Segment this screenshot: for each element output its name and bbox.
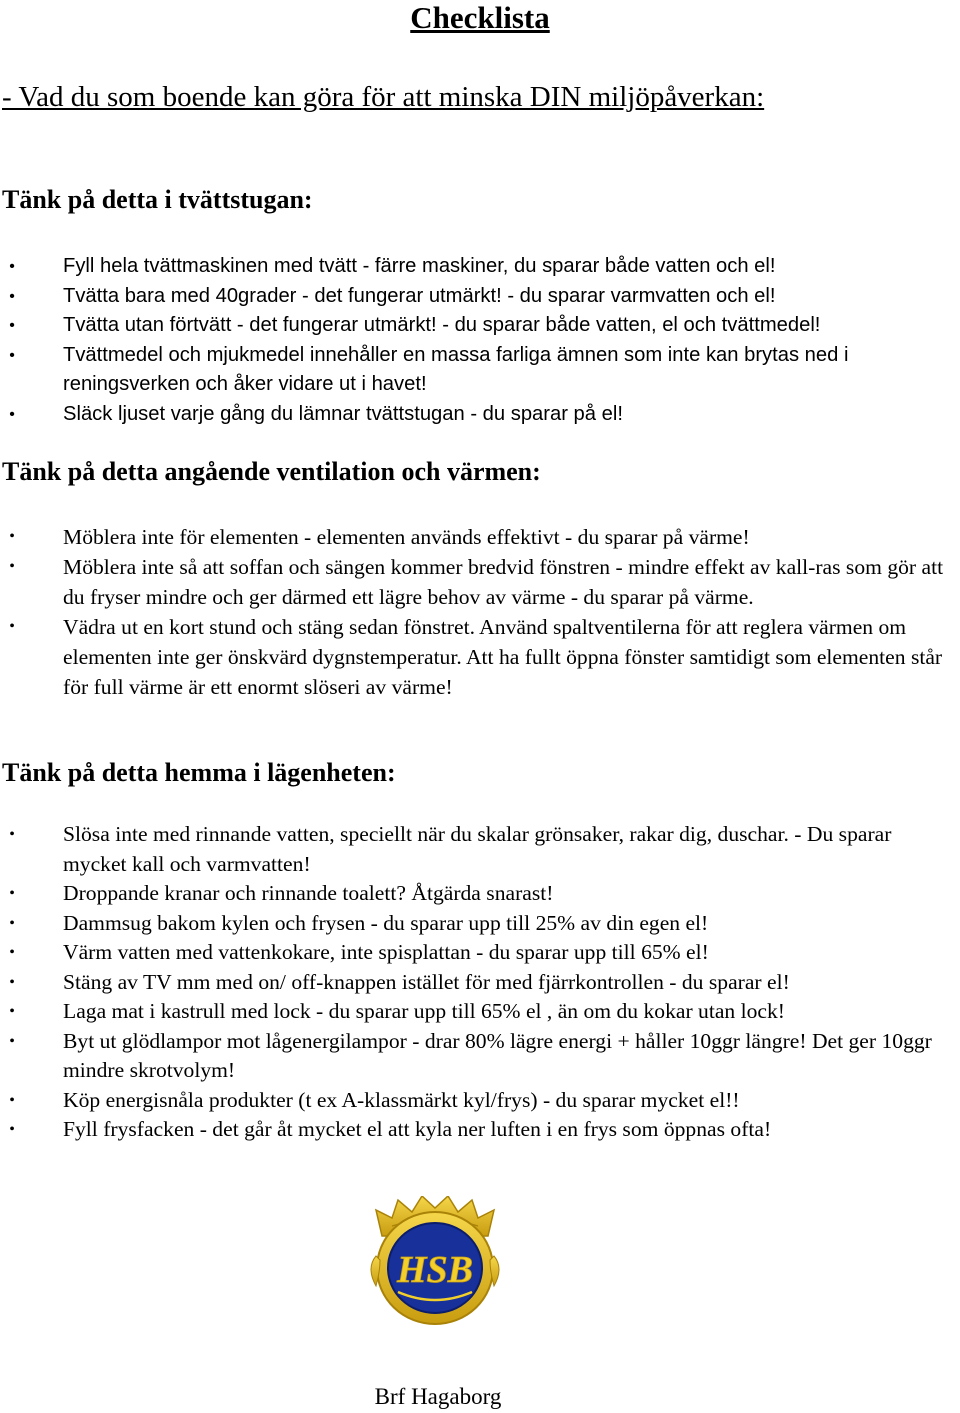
list-item-text: Möblera inte för elementen - elementen används effektivt - du sparar på värme!	[63, 525, 750, 549]
list-item	[0, 522, 960, 552]
hsb-logo-icon	[362, 1196, 508, 1328]
list-item-text: Värm vatten med vattenkokare, inte spisplattan - du sparar upp till 65% el!	[63, 940, 709, 964]
bullet-icon: •	[9, 1121, 15, 1138]
bullet-icon: •	[9, 973, 15, 991]
list-item	[0, 282, 960, 312]
footer-signature: Brf Hagaborg	[374, 1384, 502, 1409]
list-item-text: Tvätta utan förtvätt - det fungerar utmärkt! - du sparar både vatten, el och tvättmedel!	[63, 314, 821, 336]
list-item-text: Fyll hela tvättmaskinen med tvätt - färre maskiner, du sparar både vatten och el!	[63, 255, 776, 277]
list-item-text: Droppande kranar och rinnande toalett? Åtgärda snarast!	[63, 881, 554, 905]
bullet-icon: •	[9, 528, 15, 545]
apartment-checklist	[0, 820, 960, 1145]
bullet-icon: •	[9, 885, 15, 902]
list-item-text: Slösa inte med rinnande vatten, speciellt när du skalar grönsaker, rakar dig, duschar. - Du sparar mycket kall och varmvatten!	[63, 822, 892, 876]
bullet-icon: •	[9, 405, 15, 423]
page-subtitle: - Vad du som boende kan göra för att minska DIN miljöpåverkan:	[2, 81, 765, 113]
list-item-text: Laga mat i kastrull med lock - du sparar upp till 65% el , än om du kokar utan lock!	[63, 999, 785, 1023]
bullet-icon: •	[9, 944, 15, 961]
list-item-text: Fyll frysfacken - det går åt mycket el att kyla ner luften i en frys som öppnas ofta!	[63, 1117, 772, 1141]
list-item	[0, 938, 960, 968]
bullet-icon: •	[9, 287, 15, 305]
list-item-text: Tvätta bara med 40grader - det fungerar utmärkt! - du sparar varmvatten och el!	[63, 284, 776, 307]
ventilation-checklist	[0, 522, 960, 702]
bullet-icon: •	[9, 258, 15, 275]
bullet-icon: •	[9, 914, 15, 932]
bullet-icon: •	[9, 346, 15, 364]
list-item-text: Vädra ut en kort stund och stäng sedan fönstret. Använd spaltventilerna för att reglera värmen om elementen inte ger önskvärd dygnstemperatur. Att ha fullt öppna fönster samtidigt som elementen står för full värme är ett enormt slöseri av värme!	[63, 615, 943, 699]
list-item	[0, 820, 960, 879]
section-heading-apartment: Tänk på detta hemma i lägenheten:	[2, 758, 396, 787]
bullet-icon: •	[9, 826, 15, 843]
list-item	[0, 1115, 960, 1145]
bullet-icon: •	[9, 558, 15, 575]
section-heading-ventilation: Tänk på detta angående ventilation och värmen:	[2, 457, 541, 486]
list-item	[0, 552, 960, 612]
list-item	[0, 252, 960, 282]
list-item	[0, 400, 960, 430]
page-title: Checklista	[410, 0, 550, 35]
bullet-icon: •	[9, 1091, 15, 1109]
list-item-text: Möblera inte så att soffan och sängen kommer bredvid fönstren - mindre effekt av kall-ras som gör att du fryser mindre och ger därmed ett lägre behov av värme - du sparar på värme.	[63, 555, 944, 609]
list-item-text: Tvättmedel och mjukmedel innehåller en massa farliga ämnen som inte kan brytas ned i reningsverken och åker vidare ut i havet!	[63, 343, 849, 395]
list-item	[0, 968, 960, 998]
laundry-checklist	[0, 252, 960, 429]
list-item-text: Släck ljuset varje gång du lämnar tvättstugan - du sparar på el!	[63, 402, 623, 425]
bullet-icon: •	[9, 1003, 15, 1020]
list-item-text: Byt ut glödlampor mot lågenergilampor - drar 80% lägre energi + håller 10ggr längre! Det ger 10ggr mindre skrotvolym!	[63, 1028, 932, 1082]
list-item-text: Köp energisnåla produkter (t ex A-klassmärkt kyl/frys) - du sparar mycket el!!	[63, 1087, 740, 1112]
list-item-text: Stäng av TV mm med on/ off-knappen istället för med fjärrkontrollen - du sparar el!	[63, 969, 790, 994]
list-item	[0, 909, 960, 939]
hsb-logo-letters: HSB	[396, 1249, 474, 1291]
list-item	[0, 1027, 960, 1086]
section-heading-laundry: Tänk på detta i tvättstugan:	[2, 185, 313, 214]
list-item	[0, 612, 960, 702]
list-item	[0, 997, 960, 1027]
list-item	[0, 341, 960, 400]
bullet-icon: •	[9, 618, 15, 635]
list-item	[0, 879, 960, 909]
list-item-text: Dammsug bakom kylen och frysen - du sparar upp till 25% av din egen el!	[63, 910, 709, 935]
bullet-icon: •	[9, 1032, 15, 1050]
list-item	[0, 1086, 960, 1116]
list-item	[0, 311, 960, 341]
bullet-icon: •	[9, 317, 15, 334]
